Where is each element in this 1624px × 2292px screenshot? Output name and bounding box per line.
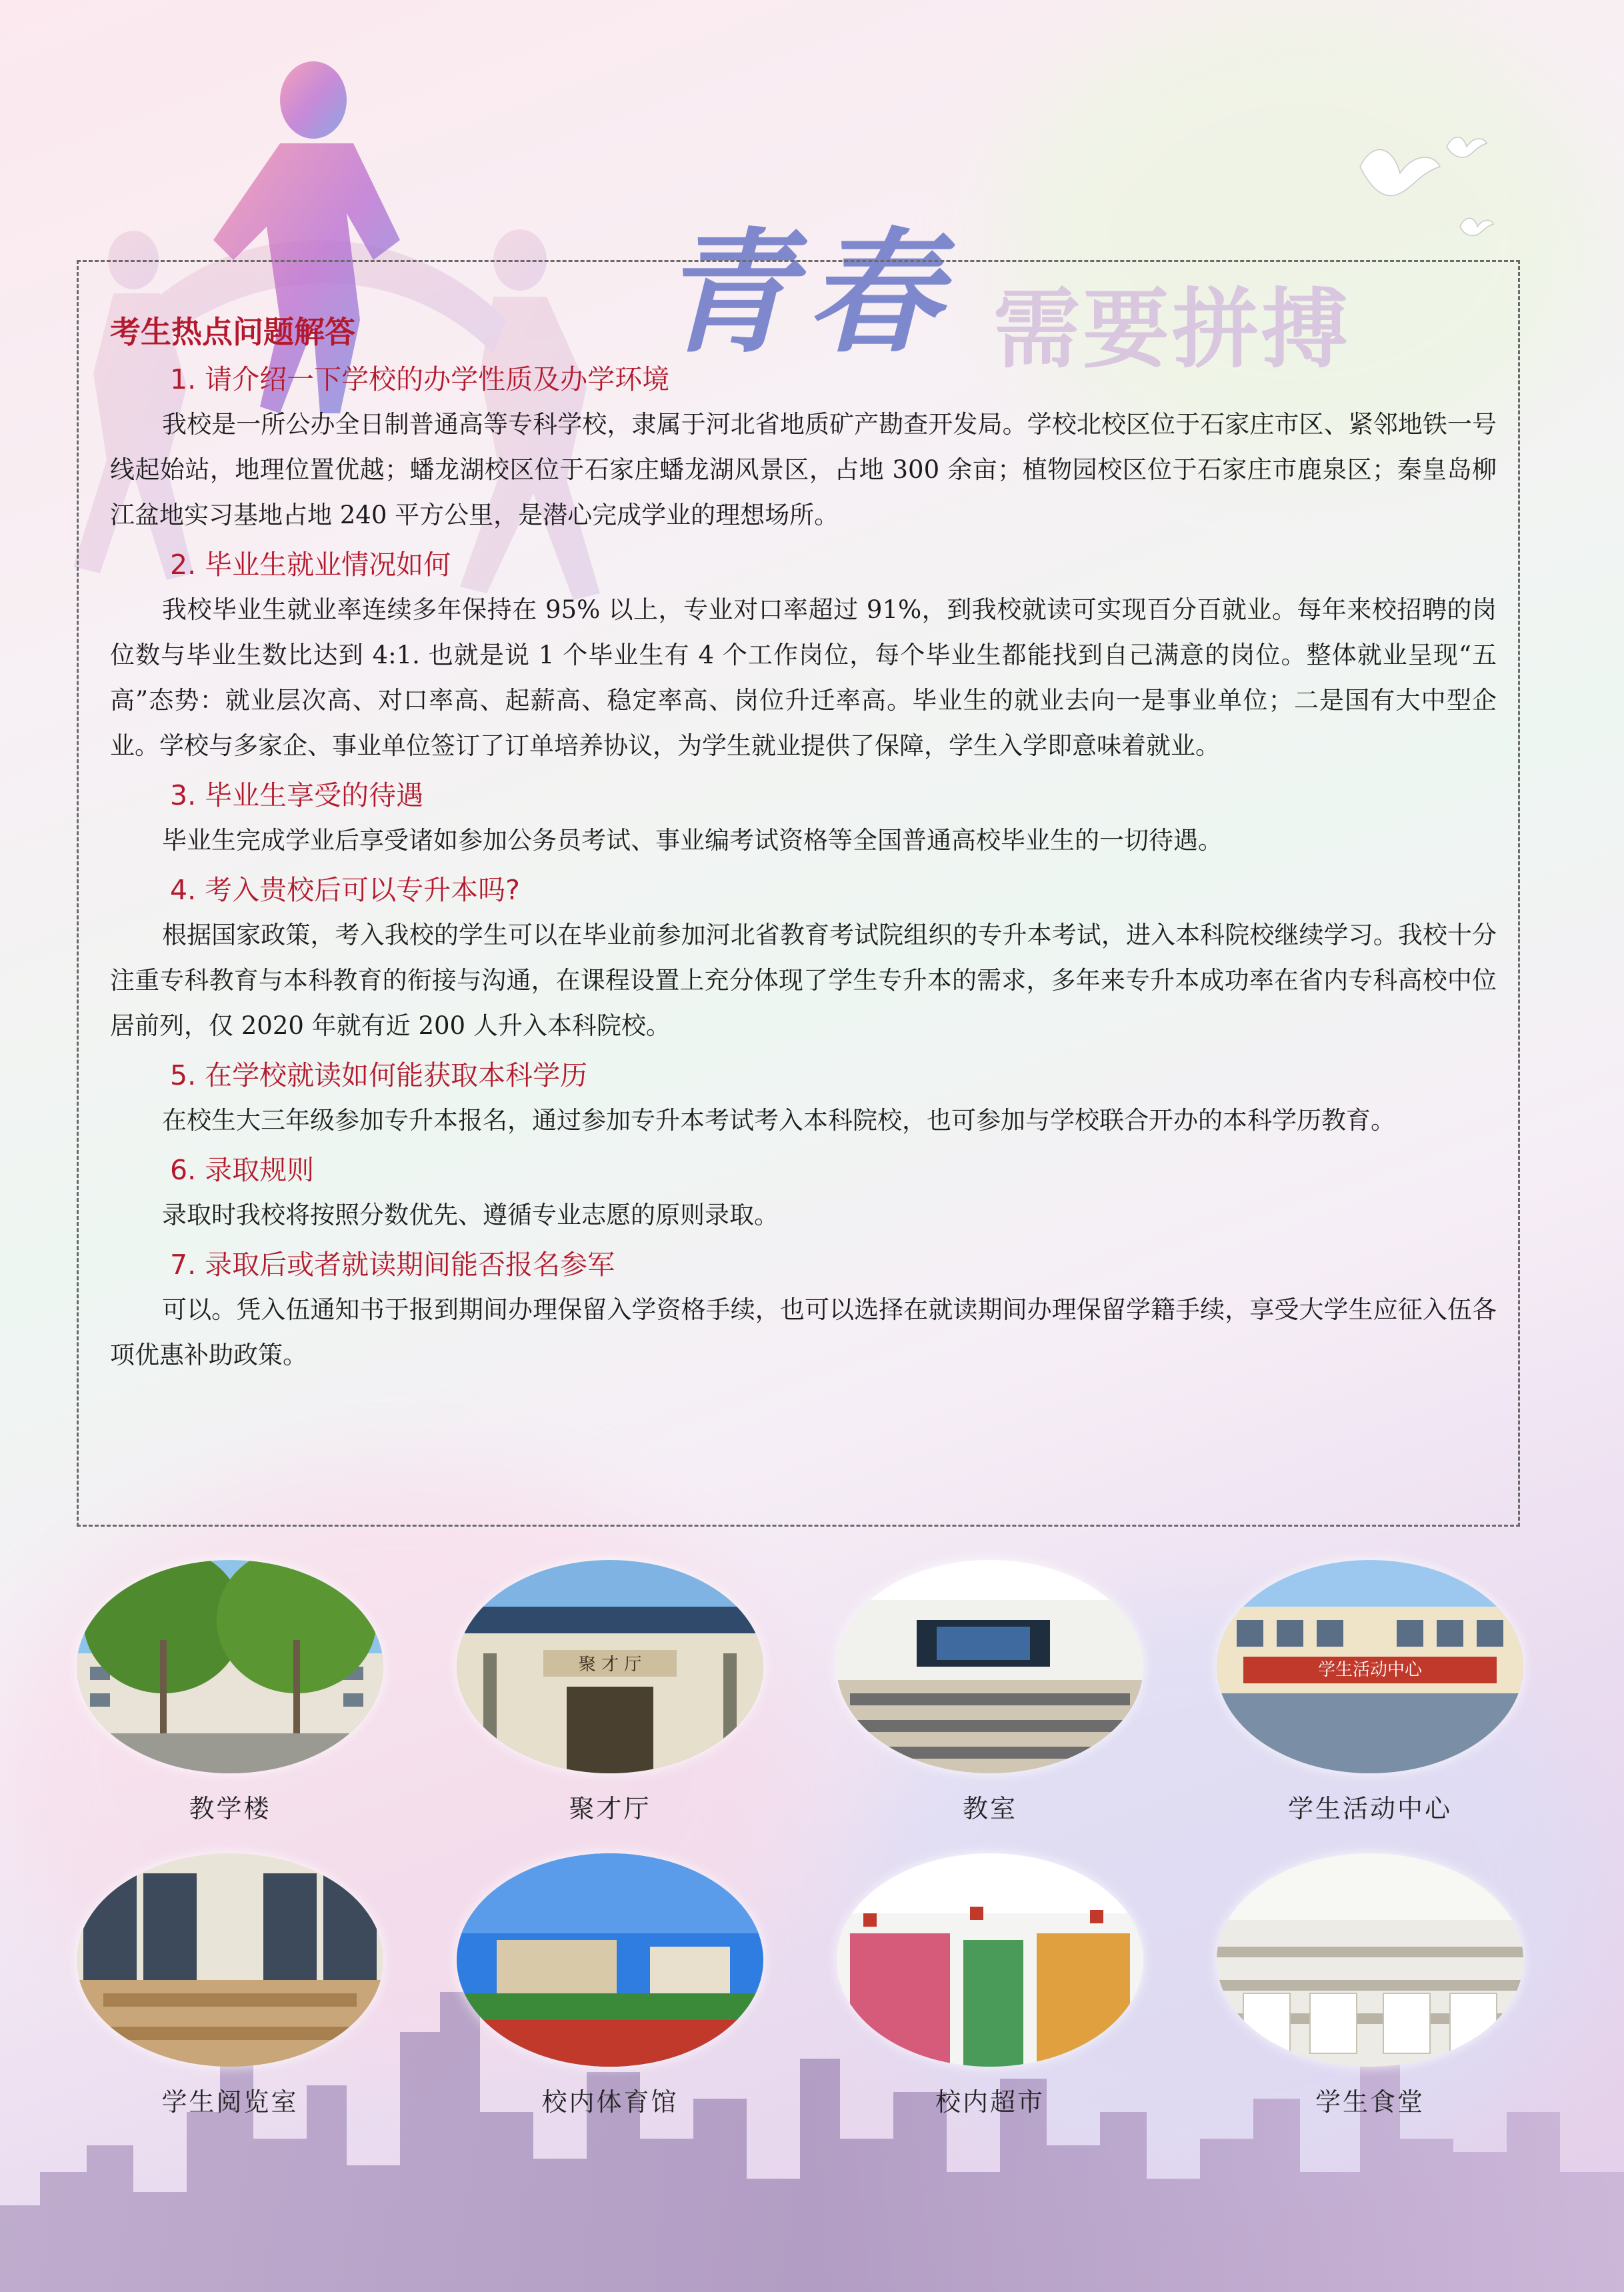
photo-card [457,1560,763,1825]
photo-reading-room [77,1853,383,2067]
qa-question: 7. 录取后或者就读期间能否报名参军 [170,1249,615,1281]
qa-question: 2. 毕业生就业情况如何 [170,549,451,581]
slogan-need-striving: 需要拼搏 [993,279,1351,380]
slogan-youth: 青春 [660,216,954,371]
photo-card [77,1853,383,2118]
photo-card [1217,1853,1523,2118]
qa-item [110,773,1497,863]
photo-caption: 学生阅览室 [161,2087,299,2117]
qa-answer: 在校生大三年级参加专升本报名，通过参加专升本考试考入本科院校，也可参加与学校联合开办的本科学历教育。 [162,1106,1395,1135]
photo-card [77,1560,383,1825]
qa-item [110,357,1497,538]
photo-gymnasium [457,1853,763,2067]
photo-caption: 教室 [962,1794,1017,1823]
qa-item [110,1147,1497,1238]
photo-caption: 学生食堂 [1315,2087,1425,2117]
qa-section-title: 考生热点问题解答 [110,314,355,350]
qa-answer: 我校是一所公办全日制普通高等专科学校，隶属于河北省地质矿产勘查开发局。学校北校区位于石家庄市区、紧邻地铁一号线起始站，地理位置优越；蟠龙湖校区位于石家庄蟠龙湖风景区，占地 300 余亩；植物园校区位于石家庄市鹿泉区；秦皇岛柳江盆地实习基地占地 240 平方公里，是潜心完成学业的理想场所。 [110,410,1497,529]
photo-card [457,1853,763,2118]
qa-item [110,542,1497,769]
qa-item [110,1242,1497,1378]
qa-question: 6. 录取规则 [170,1154,315,1186]
photo-teaching-building [77,1560,383,1773]
qa-item [110,867,1497,1049]
qa-answer: 根据国家政策，考入我校的学生可以在毕业前参加河北省教育考试院组织的专升本考试，进入本科院校继续学习。我校十分注重专科教育与本科教育的衔接与沟通，在课程设置上充分体现了学生专升本的需求，多年来专升本成功率在省内专科高校中位居前列，仅 2020 年就有近 200 人升入本科院校。 [110,921,1497,1040]
photo-card [837,1853,1143,2118]
photo-canteen [1217,1853,1523,2067]
photo-caption: 校内体育馆 [541,2087,679,2117]
hall-sign-text: 聚 才 厅 [578,1655,642,1675]
photo-supermarket [837,1853,1143,2067]
qa-question: 1. 请介绍一下学校的办学性质及办学环境 [170,363,670,395]
qa-question: 5. 在学校就读如何能获取本科学历 [170,1059,588,1091]
qa-question: 4. 考入贵校后可以专升本吗? [170,874,520,906]
photo-caption: 聚才厅 [569,1794,651,1823]
photo-card [837,1560,1143,1825]
qa-list [110,357,1497,1382]
activity-center-sign-text: 学生活动中心 [1317,1660,1423,1680]
photo-activity-center [1217,1560,1523,1773]
qa-item [110,1053,1497,1143]
doves-icon [1333,127,1500,253]
qa-answer: 我校毕业生就业率连续多年保持在 95% 以上，专业对口率超过 91%，到我校就读可实现百分百就业。每年来校招聘的岗位数与毕业生数比达到 4:1. 也就是说 1 个毕业生有 4 个工作岗位，每个毕业生都能找到自己满意的岗位。整体就业呈现“五高”态势：就业层次高、对口率高、起薪高、稳定率高、岗位升迁率高。毕业生的就业去向一是事业单位；二是国有大中型企业。学校与多家企、事业单位签订了订单培养协议，为学生就业提供了保障，学生入学即意味着就业。 [110,595,1497,760]
photo-caption: 校内超市 [935,2087,1045,2117]
campus-photo-gallery [0,1543,1624,2143]
qa-question: 3. 毕业生享受的待遇 [170,779,424,811]
qa-answer: 录取时我校将按照分数优先、遵循专业志愿的原则录取。 [162,1201,779,1229]
qa-answer: 毕业生完成学业后享受诸如参加公务员考试、事业编考试资格等全国普通高校毕业生的一切待遇。 [162,826,1223,855]
photo-card [1217,1560,1523,1825]
photo-classroom [837,1560,1143,1773]
photo-caption: 学生活动中心 [1287,1794,1452,1823]
photo-caption: 教学楼 [189,1794,271,1823]
photo-talent-hall [457,1560,763,1773]
qa-answer: 可以。凭入伍通知书于报到期间办理保留入学资格手续，也可以选择在就读期间办理保留学籍手续，享受大学生应征入伍各项优惠补助政策。 [110,1295,1497,1369]
